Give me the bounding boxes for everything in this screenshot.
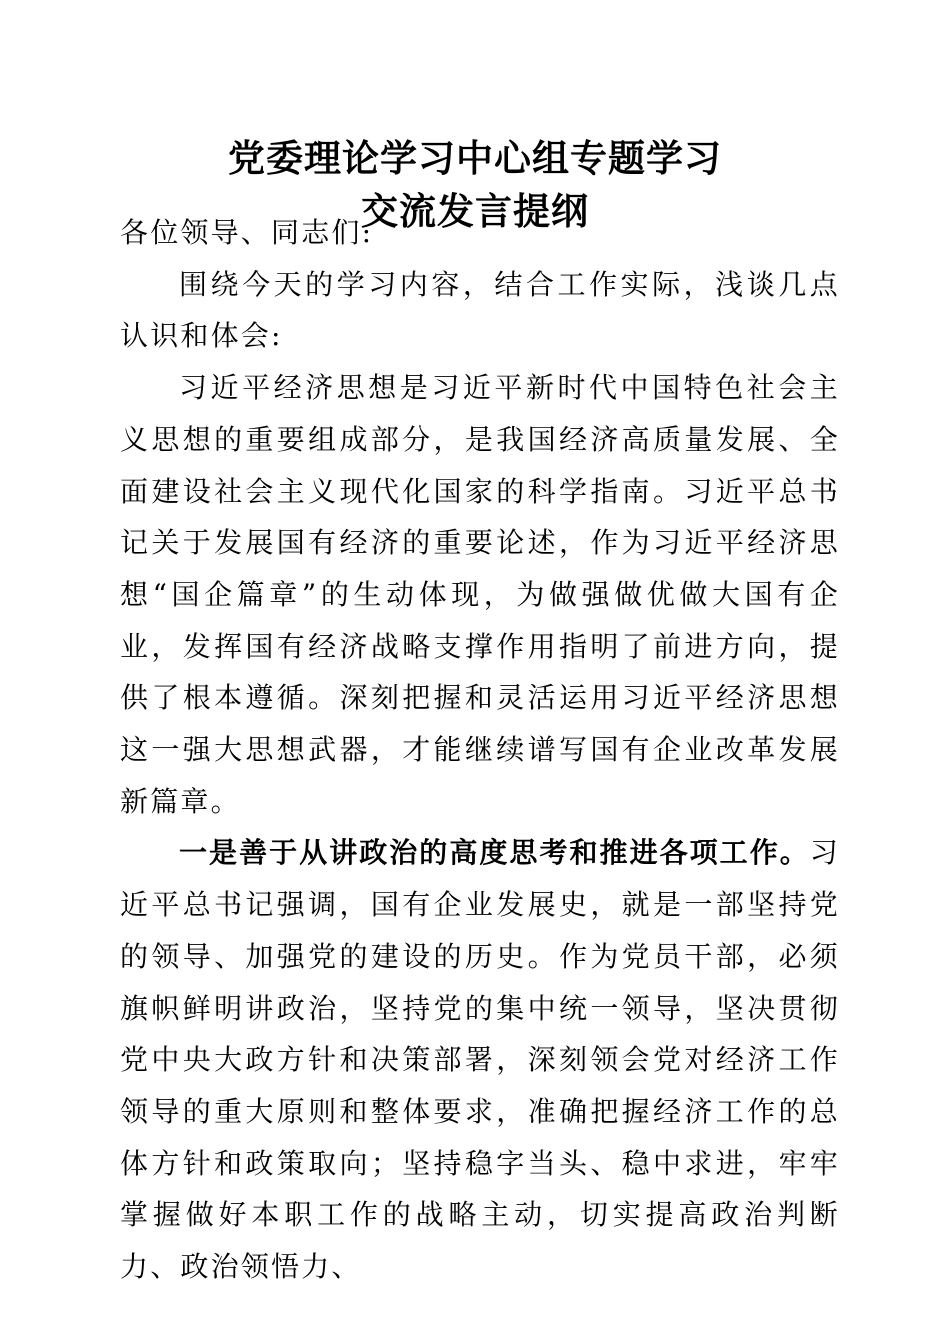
document-title-line-1: 党委理论学习中心组专题学习 bbox=[228, 136, 722, 180]
paragraph-1: 习近平经济思想是习近平新时代中国特色社会主义思想的重要组成部分，是我国经济高质量发展、全面建设社会主义现代化国家的科学指南。习近平总书记关于发展国有经济的重要论述，作为习近平经济思想“国企篇章”的生动体现，为做强做优做大国有企业，发挥国有经济战略支撑作用指明了前进方向，提供了根本遵循。深刻把握和灵活运用习近平经济思想这一强大思想武器，才能继续谱写国有企业改革发展新篇章。 bbox=[120, 371, 840, 818]
intro-paragraph: 围绕今天的学习内容，结合工作实际，浅谈几点认识和体会: bbox=[120, 267, 840, 353]
document-title-line-2: 交流发言提纲 bbox=[361, 189, 589, 233]
document-body bbox=[120, 207, 840, 1293]
section-1-paragraph bbox=[120, 827, 840, 1292]
greeting: 各位领导、同志们: bbox=[120, 216, 374, 249]
section-1-heading: 一是善于从讲政治的高度思考和推进各项工作。 bbox=[179, 836, 810, 870]
section-1-body: 习近平总书记强调，国有企业发展史，就是一部坚持党的领导、加强党的建设的历史。作为党员干部，必须旗帜鲜明讲政治，坚持党的集中统一领导，坚决贯彻党中央大政方针和决策部署，深刻领会党对经济工作领导的重大原则和整体要求，准确把握经济工作的总体方针和政策取向；坚持稳字当头、稳中求进，牢牢掌握做好本职工作的战略主动，切实提高政治判断力、政治领悟力、 bbox=[120, 836, 840, 1284]
